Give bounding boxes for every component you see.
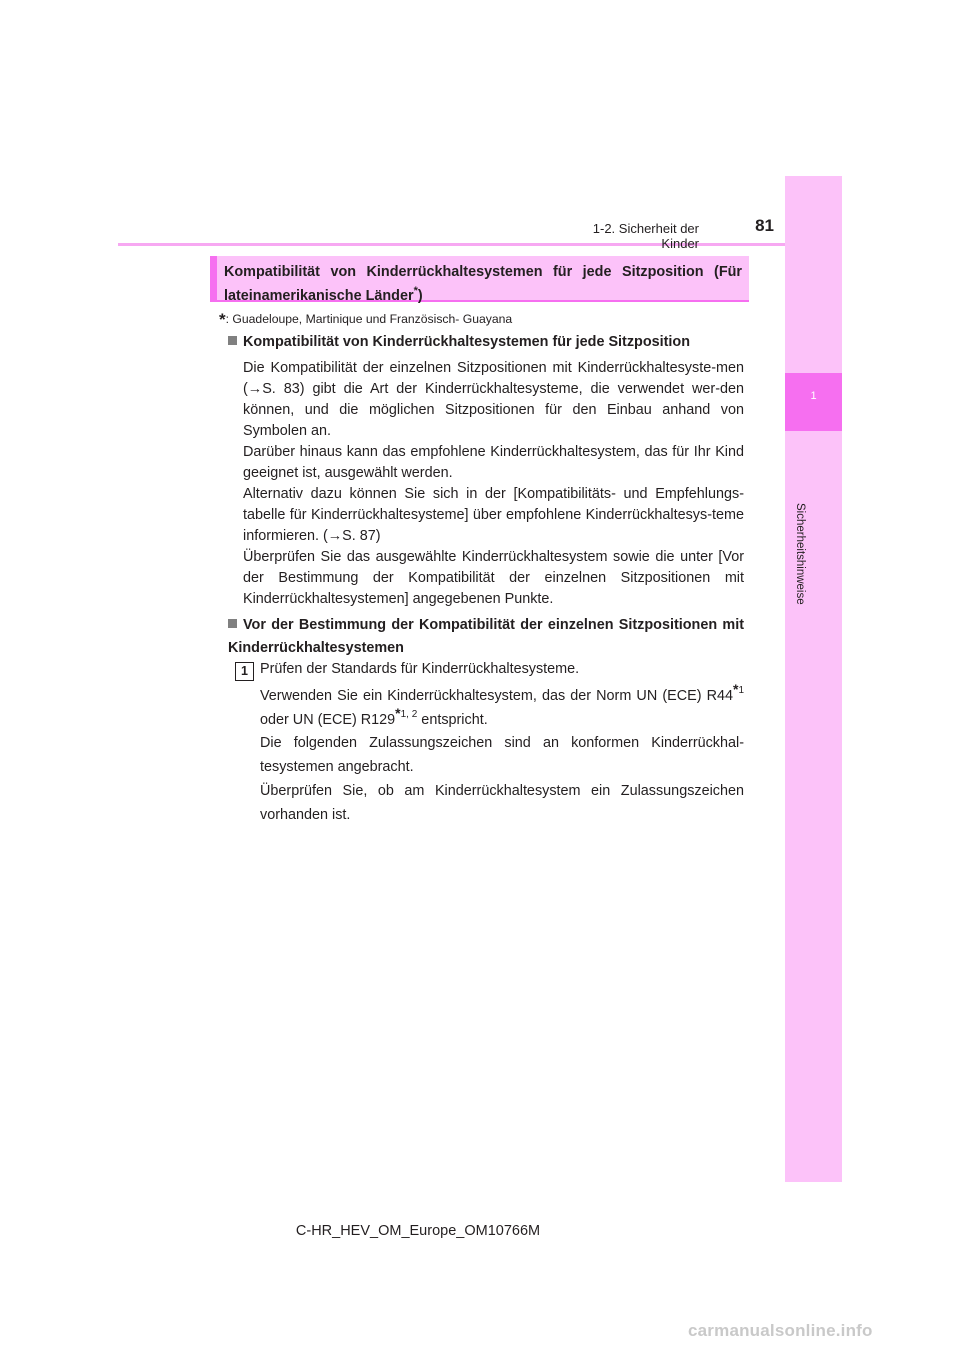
heading-star: * (413, 285, 418, 297)
chapter-number: 1 (810, 390, 817, 402)
paragraph-text: Alternativ dazu können Sie sich in der [Kompatibilitäts- und Empfehlungs-tabelle für Kinderrückhaltesysteme] über empfohlene Kinderrückhaltesys-teme informieren. ( (243, 486, 744, 544)
page-reference-link[interactable]: S. 87) (342, 528, 381, 544)
paragraph (260, 681, 744, 732)
step-number-box: 1 (235, 662, 254, 681)
paragraph: Überprüfen Sie, ob am Kinderrückhaltesystem ein Zulassungszeichen vorhanden ist. (260, 783, 744, 823)
heading-close: ) (417, 288, 423, 304)
footnote-star: * (219, 310, 226, 329)
step-text: Prüfen der Standards für Kinderrückhaltesysteme. (260, 661, 580, 677)
footnote-star: * (732, 681, 739, 697)
footnote-ref: 1 (738, 685, 744, 696)
arrow-icon: → (247, 381, 263, 397)
paragraph (243, 358, 744, 442)
footnote (219, 310, 512, 330)
bullet-heading-text: Vor der Bestimmung der Kompatibilität der einzelnen Sitzpositionen mit Kinderrückhaltesystemen (228, 617, 744, 656)
square-bullet-icon (228, 619, 237, 628)
bullet-heading-text: Kompatibilität von Kinderrückhaltesystemen für jede Sitzposition (243, 334, 690, 350)
header-rule (118, 243, 842, 246)
page-number: 81 (755, 216, 774, 235)
bullet-heading-compatibility (228, 331, 744, 354)
document-code: C-HR_HEV_OM_Europe_OM10766M (295, 1223, 541, 1239)
paragraph-text: entspricht. (417, 712, 488, 728)
chapter-tab-active[interactable] (785, 373, 842, 431)
page-reference-link[interactable]: S. 83) gibt die Art der Kinderrückhaltesysteme, die verwendet wer-den können, und die möglichen Sitzpositionen für den Einbau anhand von Symbolen an. (243, 381, 744, 439)
watermark: carmanualsonline.info (688, 1321, 873, 1340)
footnote-star: * (395, 705, 401, 721)
arrow-icon: → (327, 528, 343, 544)
section-heading (224, 260, 742, 308)
chapter-side-tab (785, 176, 842, 1182)
chapter-label: Sicherheitshinweise (794, 503, 806, 605)
paragraph-text: Verwenden Sie ein Kinderrückhaltesystem, das der Norm UN (ECE) R44 (260, 688, 733, 704)
paragraph: Überprüfen Sie das ausgewählte Kinderrückhaltesystem sowie die unter [Vor der Bestimmung der Kompatibilität der einzelnen Sitzpositionen mit Kinderrückhaltesystemen] angegebenen Punkte. (243, 549, 744, 607)
paragraph (243, 484, 744, 547)
footnote-text: : Guadeloupe, Martinique und Französisch- Guayana (225, 312, 513, 326)
bullet-heading-before-determination (228, 614, 744, 660)
footnote-ref: 1, 2 (400, 709, 418, 720)
heading-text: Kompatibilität von Kinderrückhaltesystemen für jede Sitzposition (Für lateinamerikanische Länder (224, 264, 742, 304)
paragraph-text: oder UN (ECE) R129 (260, 712, 396, 728)
square-bullet-icon (228, 336, 237, 345)
paragraph: Darüber hinaus kann das empfohlene Kinderrückhaltesystem, das für Ihr Kind geeignet ist, ausgewählt werden. (243, 444, 744, 481)
section-title: 1-2. Sicherheit der Kinder (592, 221, 699, 251)
paragraph-text: Die Kompatibilität der einzelnen Sitzpositionen mit Kinderrückhaltesyste-men ( (243, 360, 744, 397)
paragraph: Die folgenden Zulassungszeichen sind an konformen Kinderrückhal-tesystemen angebracht. (260, 735, 744, 775)
